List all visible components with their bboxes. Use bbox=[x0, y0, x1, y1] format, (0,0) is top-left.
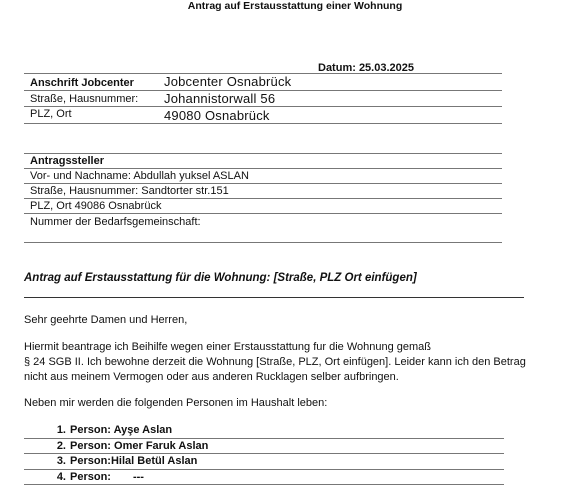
body-line-1: Hiermit beantrage ich Beihilfe wegen einer Erstausstattung fur die Wohnung gemaß bbox=[24, 340, 431, 356]
list-item bbox=[24, 439, 504, 455]
subject-underline bbox=[24, 297, 524, 298]
jobcenter-street-label: Straße, Hausnummer: bbox=[30, 93, 138, 105]
jobcenter-name: Jobcenter Osnabrück bbox=[164, 74, 291, 89]
subject-line: Antrag auf Erstausstattung für die Wohnung: [Straße, PLZ Ort einfügen] bbox=[24, 272, 417, 284]
divider bbox=[24, 242, 502, 243]
list-item bbox=[24, 423, 504, 439]
document-title: Antrag auf Erstausstattung einer Wohnung bbox=[0, 0, 567, 12]
divider bbox=[24, 213, 502, 214]
person-label: Person: bbox=[70, 440, 111, 452]
applicant-bg-line: Nummer der Bedarfsgemeinschaft: bbox=[30, 216, 201, 228]
person-name: --- bbox=[133, 471, 144, 483]
household-intro: Neben mir werden die folgenden Personen im Haushalt leben: bbox=[24, 396, 327, 412]
jobcenter-plz: 49080 Osnabrück bbox=[164, 108, 270, 123]
divider bbox=[24, 198, 502, 199]
jobcenter-heading: Anschrift Jobcenter bbox=[30, 77, 134, 89]
salutation: Sehr geehrte Damen und Herren, bbox=[24, 313, 187, 329]
divider bbox=[24, 168, 502, 169]
body-line-2: § 24 SGB II. Ich bewohne derzeit die Wohnung [Straße, PLZ, Ort einfügen]. Leider kann ich den Betrag bbox=[24, 355, 526, 371]
applicant-street-line: Straße, Hausnummer: Sandtorter str.151 bbox=[30, 185, 229, 197]
household-list bbox=[24, 423, 504, 485]
jobcenter-street: Johannistorwall 56 bbox=[164, 91, 275, 106]
person-number: 3. bbox=[24, 455, 70, 467]
person-number: 2. bbox=[24, 440, 70, 452]
person-number: 1. bbox=[24, 424, 70, 436]
person-label: Person: bbox=[70, 455, 111, 467]
date-line: Datum: 25.03.2025 bbox=[318, 62, 414, 74]
applicant-heading: Antragssteller bbox=[30, 155, 104, 167]
applicant-name-line: Vor- und Nachname: Abdullah yuksel ASLAN bbox=[30, 170, 249, 182]
applicant-plz-line: PLZ, Ort 49086 Osnabrück bbox=[30, 200, 161, 212]
divider bbox=[24, 183, 502, 184]
person-number: 4. bbox=[24, 471, 70, 483]
person-label: Person: bbox=[70, 471, 111, 483]
body-line-3: nicht aus meinem Vermogen oder aus anderen Rucklagen selber aufbringen. bbox=[24, 370, 399, 386]
divider bbox=[24, 123, 502, 124]
person-name: Hilal Betül Aslan bbox=[111, 455, 197, 467]
divider bbox=[24, 153, 502, 154]
person-name: Ayşe Aslan bbox=[114, 424, 173, 436]
jobcenter-plz-label: PLZ, Ort bbox=[30, 108, 72, 120]
person-name: Omer Faruk Aslan bbox=[114, 440, 208, 452]
divider bbox=[24, 106, 502, 107]
person-label: Person: bbox=[70, 424, 111, 436]
list-item bbox=[24, 454, 504, 470]
